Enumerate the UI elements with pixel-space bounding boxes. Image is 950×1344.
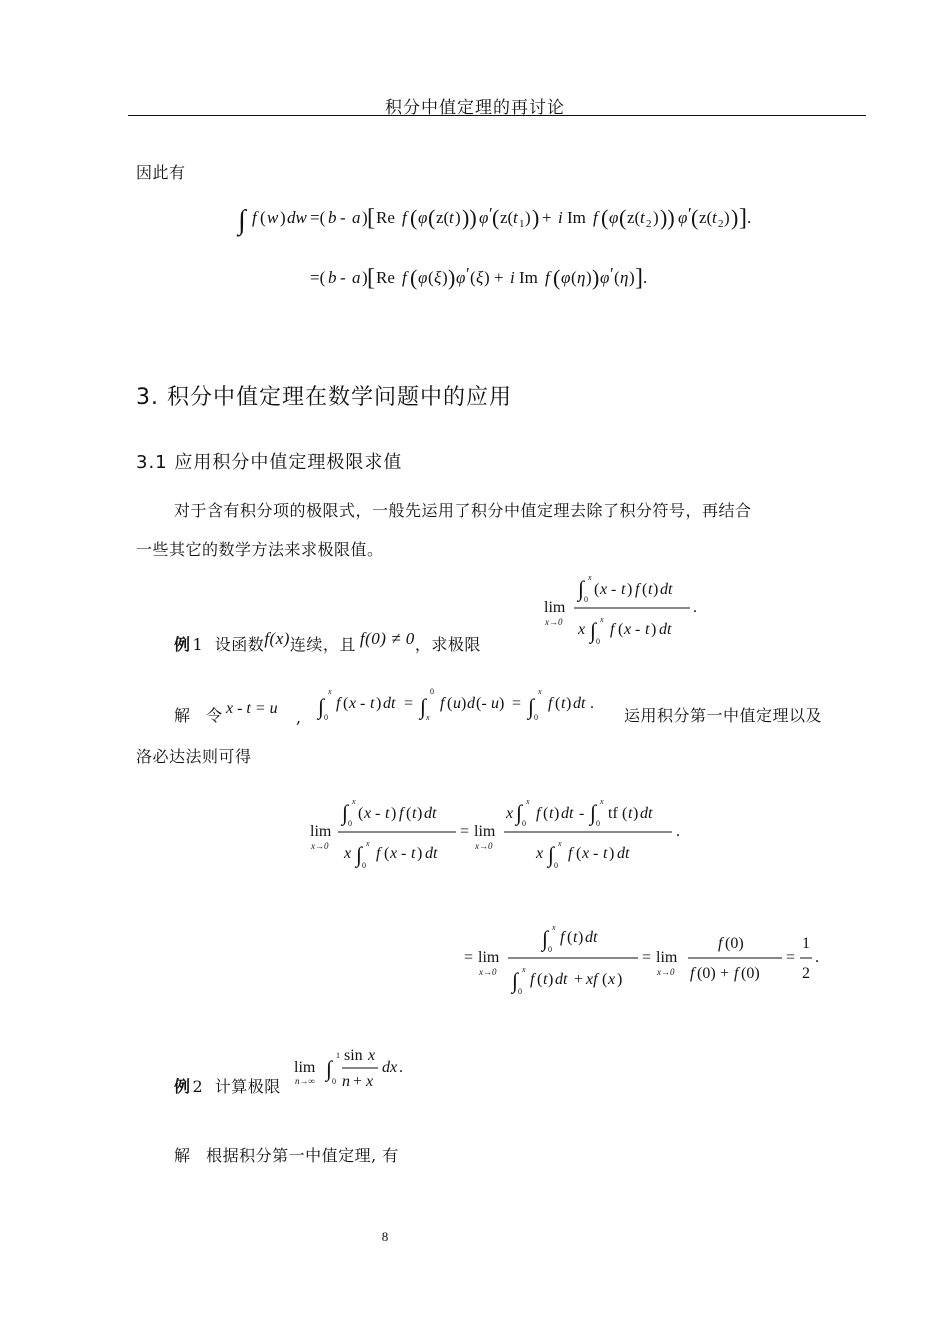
svg-text:=: = [786, 949, 796, 966]
svg-text:): ) [629, 268, 635, 287]
svg-text:dt: dt [555, 971, 568, 988]
svg-text:dt: dt [425, 845, 438, 862]
solution-label: 解 [174, 706, 191, 725]
svg-text:): ) [532, 205, 540, 230]
svg-text:∫: ∫ [542, 926, 549, 951]
svg-text:-: - [360, 695, 366, 712]
svg-text:lim: lim [544, 599, 566, 616]
svg-text:(: ( [601, 205, 609, 230]
svg-text:): ) [554, 805, 560, 822]
svg-text:(: ( [576, 845, 582, 862]
svg-text:∫: ∫ [590, 800, 597, 825]
svg-text:): ) [417, 805, 423, 822]
svg-text:): ) [391, 805, 397, 822]
svg-text:=: = [460, 823, 470, 840]
svg-text:): ) [280, 208, 286, 227]
svg-text:z(: z( [436, 208, 450, 227]
svg-text:x: x [582, 845, 590, 862]
svg-text:(: ( [447, 695, 453, 712]
svg-text:0: 0 [584, 595, 588, 604]
solution-2-text: 根据积分第一中值定理, 有 [206, 1146, 399, 1165]
example-1-text-a: 设函数 [214, 635, 265, 654]
svg-text:0: 0 [430, 687, 434, 696]
svg-text:): ) [617, 971, 623, 988]
svg-text:i: i [510, 268, 515, 287]
svg-text:)): )) [462, 205, 477, 230]
equation-block-top [230, 195, 790, 295]
svg-text:lim: lim [310, 823, 332, 840]
svg-text:f: f [440, 695, 445, 712]
svg-text:(: ( [594, 581, 600, 598]
svg-text:t: t [370, 695, 375, 712]
svg-text:ξ: ξ [476, 268, 484, 287]
svg-text:t: t [603, 845, 608, 862]
svg-text:): ) [484, 268, 490, 287]
svg-text:dt: dt [585, 929, 598, 946]
svg-text:t: t [513, 208, 518, 227]
svg-text:x: x [506, 805, 514, 822]
paragraph-line-1: 对于含有积分项的极限式，一般先运用了积分中值定理去除了积分符号，再结合 [174, 501, 752, 520]
svg-text:f: f [530, 971, 535, 988]
svg-text:′: ′ [466, 264, 470, 283]
svg-text:z(: z( [500, 208, 514, 227]
svg-text:): ) [724, 208, 730, 227]
svg-text:d: d [467, 695, 475, 712]
svg-text:x: x [364, 805, 372, 822]
svg-text:-: - [635, 621, 641, 638]
svg-text:x→0: x→0 [545, 617, 563, 627]
svg-text:f: f [536, 805, 541, 822]
svg-text:x: x [600, 581, 608, 598]
svg-text:): ) [633, 805, 639, 822]
svg-text:-: - [375, 805, 381, 822]
svg-text:∫: ∫ [420, 694, 427, 719]
svg-text:): ) [499, 695, 505, 712]
svg-text:′: ′ [688, 204, 692, 223]
svg-text:.: . [643, 268, 648, 287]
svg-text:t: t [449, 208, 454, 227]
svg-text:): ) [566, 695, 572, 712]
svg-text:∫: ∫ [342, 800, 349, 825]
limit-equation-2 [462, 918, 832, 1002]
svg-text:f: f [718, 935, 723, 952]
svg-text:dw: dw [287, 208, 307, 227]
svg-text:[: [ [367, 265, 375, 291]
svg-text:φ: φ [600, 268, 610, 287]
svg-text:(: ( [343, 695, 349, 712]
svg-text:dt: dt [617, 845, 630, 862]
svg-text:x: x [526, 797, 530, 806]
svg-text:lim: lim [294, 1059, 316, 1076]
svg-text:1: 1 [336, 1051, 340, 1060]
svg-text:-: - [611, 581, 617, 598]
svg-text:t: t [712, 208, 717, 227]
svg-text:a: a [352, 208, 361, 227]
svg-text:x: x [426, 713, 430, 722]
svg-text:): ) [448, 265, 456, 290]
svg-text:f: f [252, 208, 257, 227]
svg-text:φ: φ [418, 208, 428, 227]
svg-text:): ) [376, 695, 382, 712]
svg-text:f: f [402, 208, 407, 227]
svg-text:(: ( [642, 581, 648, 598]
svg-text:(: ( [428, 268, 434, 287]
header-rule [128, 115, 866, 116]
svg-text:f: f [690, 965, 695, 982]
solution-1 [174, 703, 223, 726]
svg-text:): ) [362, 208, 368, 227]
example-2-limit [292, 1038, 422, 1098]
svg-text:f: f [545, 268, 550, 287]
svg-text:2: 2 [646, 218, 652, 230]
svg-text:x: x [578, 621, 586, 638]
svg-text:): ) [461, 695, 467, 712]
example-2 [174, 1074, 281, 1097]
svg-text:.: . [747, 208, 752, 227]
svg-text:1: 1 [802, 935, 810, 952]
svg-text:∫: ∫ [318, 694, 325, 719]
svg-text:tf: tf [608, 805, 618, 822]
svg-text:.: . [815, 949, 819, 966]
svg-text:Im: Im [519, 268, 538, 287]
paragraph-line-2: 一些其它的数学方法来求极限值。 [136, 540, 384, 559]
svg-text:t: t [640, 208, 645, 227]
svg-text:1: 1 [519, 218, 525, 230]
svg-text:t: t [573, 929, 578, 946]
svg-text:∫: ∫ [516, 800, 523, 825]
svg-text:0: 0 [596, 819, 600, 828]
example-label: 例 [174, 635, 191, 654]
running-header: 积分中值定理的再讨论 [385, 98, 565, 118]
svg-text:∫: ∫ [578, 576, 585, 601]
svg-text:-: - [593, 845, 599, 862]
svg-text:.: . [590, 695, 594, 712]
svg-text:0: 0 [548, 945, 552, 954]
example-number: 2 [192, 1077, 204, 1096]
svg-text:dt: dt [561, 805, 574, 822]
svg-text:): ) [592, 265, 600, 290]
svg-text:φ: φ [418, 268, 428, 287]
svg-text:b: b [328, 208, 337, 227]
svg-text:t: t [385, 805, 390, 822]
svg-text:φ: φ [479, 208, 489, 227]
svg-text:(0): (0) [725, 935, 744, 952]
svg-text:f: f [734, 965, 739, 982]
svg-text:x→0: x→0 [475, 841, 493, 851]
svg-text:x: x [588, 573, 592, 582]
example-label: 例 [174, 1077, 191, 1096]
svg-text:.: . [399, 1059, 403, 1076]
svg-text:n→∞: n→∞ [295, 1076, 315, 1086]
svg-text:=(: =( [310, 268, 326, 287]
svg-text:t: t [412, 805, 417, 822]
svg-text:.: . [676, 823, 680, 840]
svg-text:x: x [600, 797, 604, 806]
svg-text:t: t [411, 845, 416, 862]
svg-text:(: ( [410, 205, 418, 230]
svg-text:(: ( [602, 971, 608, 988]
svg-text:′: ′ [489, 204, 493, 223]
svg-text:∫: ∫ [528, 694, 535, 719]
limit-equation-1 [306, 792, 696, 876]
svg-text:dt: dt [659, 621, 672, 638]
section-3-heading: 3. 积分中值定理在数学问题中的应用 [136, 385, 512, 410]
svg-text:]: ] [635, 265, 643, 291]
svg-text:xf: xf [586, 971, 598, 988]
svg-text:): ) [731, 205, 739, 230]
svg-text:′: ′ [610, 264, 614, 283]
svg-text:(: ( [260, 208, 266, 227]
svg-text:=: = [404, 695, 414, 712]
svg-text:dt: dt [660, 581, 673, 598]
svg-text:x: x [366, 1073, 374, 1090]
svg-text:0: 0 [554, 861, 558, 870]
svg-text:f: f [548, 695, 553, 712]
svg-text:x: x [624, 621, 632, 638]
svg-text:u: u [491, 695, 499, 712]
svg-text:(: ( [691, 205, 699, 230]
svg-text:x→0: x→0 [479, 967, 497, 977]
svg-text:): ) [362, 268, 368, 287]
svg-text:i: i [558, 208, 563, 227]
svg-text:): ) [442, 268, 448, 287]
svg-text:x: x [368, 1047, 376, 1064]
svg-text:x: x [328, 687, 332, 696]
svg-text:): ) [455, 208, 461, 227]
svg-text:0: 0 [332, 1077, 336, 1086]
svg-text:t: t [621, 581, 626, 598]
svg-text:0: 0 [324, 713, 328, 722]
svg-text:(0): (0) [697, 965, 716, 982]
svg-text:): ) [417, 845, 423, 862]
svg-text:n: n [342, 1073, 350, 1090]
svg-text:(: ( [619, 205, 627, 230]
therefore-text: 因此有 [136, 163, 186, 182]
svg-text:x→0: x→0 [311, 841, 329, 851]
fx-math: f(x) [264, 629, 290, 648]
svg-text:(: ( [358, 805, 364, 822]
svg-text:x: x [558, 839, 562, 848]
svg-text:t: t [549, 805, 554, 822]
svg-text:=: = [464, 949, 474, 966]
svg-text:-: - [401, 845, 407, 862]
svg-text:): ) [578, 929, 584, 946]
svg-text:(-: (- [476, 695, 487, 712]
svg-text:f: f [635, 581, 640, 598]
svg-text:(: ( [567, 929, 573, 946]
svg-text:(: ( [492, 205, 500, 230]
example-number: 1 [192, 635, 204, 654]
svg-text:Im: Im [567, 208, 586, 227]
svg-text:): ) [653, 208, 659, 227]
svg-text:0: 0 [518, 987, 522, 996]
svg-text:0: 0 [596, 637, 600, 644]
svg-text:Re: Re [376, 208, 395, 227]
svg-text:2: 2 [718, 218, 724, 230]
svg-text:0: 0 [362, 861, 366, 870]
svg-text:(: ( [614, 268, 620, 287]
svg-text:dt: dt [424, 805, 437, 822]
svg-text:x: x [552, 923, 556, 932]
svg-text:f: f [399, 805, 404, 822]
svg-text:x: x [366, 839, 370, 848]
svg-text:x: x [352, 797, 356, 806]
svg-text:-: - [340, 208, 346, 227]
svg-text:x: x [344, 845, 352, 862]
svg-text:lim: lim [656, 949, 678, 966]
svg-text:x: x [538, 687, 542, 696]
svg-text:): ) [525, 208, 531, 227]
solution-label: 解 [174, 1146, 191, 1165]
svg-text:(: ( [410, 265, 418, 290]
solution-2 [174, 1143, 399, 1166]
svg-text:∫: ∫ [512, 968, 519, 993]
svg-text:=: = [642, 949, 652, 966]
svg-text:): ) [627, 581, 633, 598]
solution-1-text-a: 令 [206, 706, 223, 725]
svg-text:+: + [574, 971, 584, 988]
substitution-math: x - t = u [226, 700, 278, 717]
svg-text:∫: ∫ [238, 205, 246, 236]
svg-text:t: t [645, 621, 650, 638]
svg-text:∫: ∫ [356, 842, 363, 867]
example-2-text: 计算极限 [214, 1077, 281, 1096]
svg-text:x: x [608, 971, 616, 988]
svg-text:f: f [593, 208, 598, 227]
svg-text:(: ( [622, 805, 628, 822]
svg-text:(: ( [470, 268, 476, 287]
svg-text:(: ( [555, 695, 561, 712]
svg-text:∫: ∫ [326, 1056, 333, 1081]
svg-text:x→0: x→0 [657, 967, 675, 977]
svg-text:t: t [543, 971, 548, 988]
svg-text:[: [ [367, 205, 375, 231]
svg-text:∫: ∫ [590, 618, 597, 643]
svg-text:(: ( [428, 205, 436, 230]
svg-text:f: f [336, 695, 341, 712]
svg-text:(: ( [384, 845, 390, 862]
svg-text:f: f [376, 845, 381, 862]
svg-text:-: - [340, 268, 346, 287]
svg-text:): ) [609, 845, 615, 862]
svg-text:): ) [651, 621, 657, 638]
svg-text:φ: φ [561, 268, 571, 287]
svg-text:dt: dt [573, 695, 586, 712]
svg-text:a: a [352, 268, 361, 287]
svg-text:sin: sin [344, 1047, 363, 1064]
svg-text:+: + [494, 268, 504, 287]
svg-text:x: x [349, 695, 357, 712]
svg-text:x: x [390, 845, 398, 862]
svg-text:(: ( [571, 268, 577, 287]
svg-text:η: η [620, 268, 629, 287]
svg-text:(: ( [553, 265, 561, 290]
svg-text:η: η [577, 268, 586, 287]
substitution-identity [316, 680, 628, 726]
svg-text:b: b [328, 268, 337, 287]
svg-text:t: t [648, 581, 653, 598]
svg-text:0: 0 [522, 819, 526, 828]
svg-text:dt: dt [383, 695, 396, 712]
svg-text:]: ] [739, 205, 747, 231]
svg-text:dt: dt [640, 805, 653, 822]
example-1-text-b: 连续，且 [289, 635, 356, 654]
example-1 [174, 629, 481, 655]
condition-math: f(0) ≠ 0 [359, 629, 415, 648]
svg-text:w: w [267, 208, 279, 227]
svg-text:+: + [542, 208, 552, 227]
svg-text:φ: φ [609, 208, 619, 227]
svg-text:.: . [693, 599, 697, 616]
svg-text:x: x [600, 615, 604, 624]
svg-text:x: x [536, 845, 544, 862]
svg-text:+: + [353, 1073, 363, 1090]
svg-text:z(: z( [699, 208, 713, 227]
svg-text:2: 2 [802, 965, 810, 982]
svg-text:(: ( [543, 805, 549, 822]
svg-text:φ: φ [678, 208, 688, 227]
solution-1-comma: , [296, 708, 302, 727]
svg-text:): ) [653, 581, 659, 598]
svg-text:+: + [720, 965, 730, 982]
svg-text:ξ: ξ [434, 268, 442, 287]
svg-text:t: t [628, 805, 633, 822]
solution-1-text-c: 洛必达法则可得 [136, 747, 252, 766]
example-1-limit [540, 572, 710, 644]
svg-text:f: f [402, 268, 407, 287]
svg-text:u: u [453, 695, 461, 712]
svg-text:)): )) [660, 205, 675, 230]
svg-text:-: - [579, 805, 585, 822]
svg-text:dx: dx [382, 1059, 398, 1076]
svg-text:=: = [512, 695, 522, 712]
section-3-1-heading: 3.1 应用积分中值定理极限求值 [136, 452, 403, 473]
svg-text:(0): (0) [741, 965, 760, 982]
example-1-text-c: ，求极限 [414, 635, 481, 654]
svg-text:(: ( [537, 971, 543, 988]
svg-text:): ) [548, 971, 554, 988]
solution-1-text-b: 运用积分第一中值定理以及 [624, 706, 823, 725]
svg-text:0: 0 [348, 819, 352, 828]
svg-text:z(: z( [627, 208, 641, 227]
svg-text:f: f [568, 845, 573, 862]
page-number: 8 [381, 1229, 389, 1244]
svg-text:=(: =( [310, 208, 326, 227]
svg-text:): ) [586, 268, 592, 287]
svg-text:φ: φ [456, 268, 466, 287]
svg-text:x: x [522, 965, 526, 974]
svg-text:t: t [561, 695, 566, 712]
svg-text:0: 0 [534, 713, 538, 722]
svg-text:f: f [560, 929, 565, 946]
svg-text:(: ( [618, 621, 624, 638]
svg-text:Re: Re [376, 268, 395, 287]
svg-text:lim: lim [474, 823, 496, 840]
svg-text:∫: ∫ [548, 842, 555, 867]
svg-text:(: ( [406, 805, 412, 822]
svg-text:lim: lim [478, 949, 500, 966]
svg-text:f: f [610, 621, 615, 638]
